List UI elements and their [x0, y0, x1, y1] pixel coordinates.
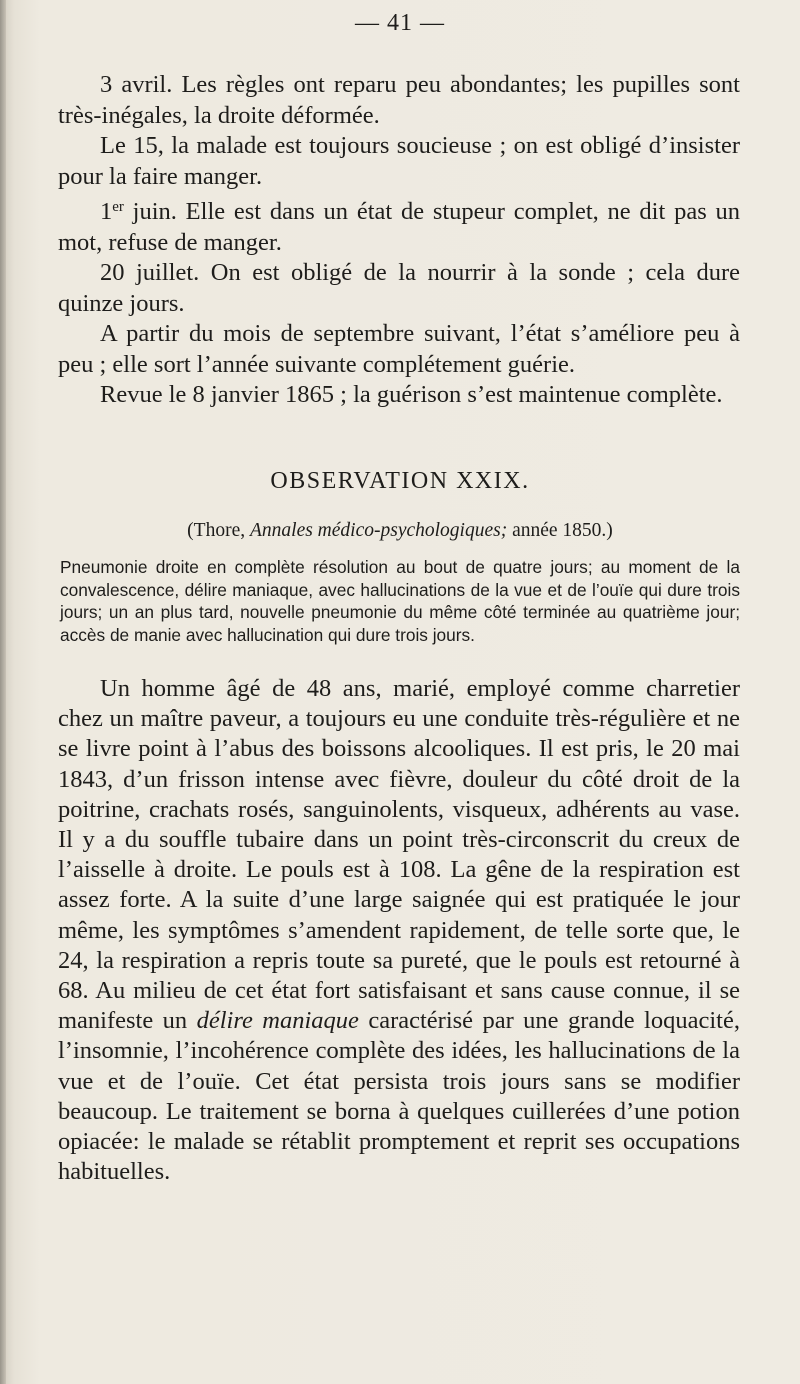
case-paragraph: [58, 674, 740, 1187]
case-text-part1: Un homme âgé de 48 ans, marié, employé comme charretier chez un maître paveur, a toujours eu une conduite très-régulière et ne se livre point à l’abus des boissons alcooliques. Il est pris, le 20 mai 1843, d’un frisson intense avec fièvre, douleur du côté droit de la poitrine, crachats rosés, sanguinolents, visqueux, adhérents au vase. Il y a du souffle tubaire dans un point très-circonscrit du creux de l’aisselle à droite. Le pouls est à 108. La gêne de la respiration est assez forte. A la suite d’une large saignée qui est pratiquée le jour même, les symptômes s’amendent rapidement, de telle sorte que, le 24, la respiration a repris toute sa pureté, que le pouls est retourné à 68. Au milieu de cet état fort satisfaisant et sans cause connue, il se manifeste un: [58, 675, 740, 1035]
case-text-italic: délire maniaque: [196, 1007, 359, 1035]
juin-text: juin. Elle est dans un état de stupeur complet, ne dit pas un mot, refuse de manger.: [58, 198, 740, 256]
page-binding-edge: [0, 0, 6, 1384]
source-journal: Annales médico-psychologiques;: [249, 520, 508, 541]
source-author: (Thore,: [187, 520, 250, 541]
case-summary: Pneumonie droite en complète résolution au bout de quatre jours; au moment de la convalescence, délire maniaque, avec hallucinations de la vue et de l’ouïe qui dure trois jours; un an plus tard, nouvelle pneumonie du même côté terminée au quatrième jour; accès de manie avec hallucination qui dure trois jours.: [60, 557, 740, 645]
paragraph-juillet: 20 juillet. On est obligé de la nourrir à la sonde ; cela dure quinze jours.: [58, 259, 740, 317]
source-year: année 1850.): [507, 520, 613, 541]
paragraph-revue: Revue le 8 janvier 1865 ; la guérison s’est maintenue complète.: [100, 381, 723, 408]
paragraph-le-15: Le 15, la malade est toujours soucieuse ; on est obligé d’insister pour la faire manger.: [58, 132, 740, 190]
case-text-part2: caractérisé par une grande loquacité, l’insomnie, l’incohérence complète des idées, les hallucinations de la vue et de l’ouïe. Cet état persista trois jours sans se modifier beaucoup. Le traitement se borna à quelques cuillerées d’une potion opiacée: le malade se rétablit promptement et reprit ses occupations habituelles.: [58, 1007, 740, 1186]
juin-superscript: er: [112, 199, 124, 215]
paragraph-septembre: A partir du mois de septembre suivant, l’état s’améliore peu à peu ; elle sort l’année suivante complétement guérie.: [58, 320, 740, 378]
paragraph-april: 3 avril. Les règles ont reparu peu abondantes; les pupilles sont très-inégales, la droite déformée.: [58, 71, 740, 129]
paragraph-juin: [58, 192, 740, 258]
page-number: — 41 —: [355, 10, 445, 36]
source-citation: [0, 520, 800, 542]
juin-ordinal: 1: [100, 198, 113, 225]
observation-heading: OBSERVATION XXIX.: [270, 468, 530, 494]
case-body: [58, 674, 740, 1187]
case-continuation-text: [58, 70, 740, 411]
